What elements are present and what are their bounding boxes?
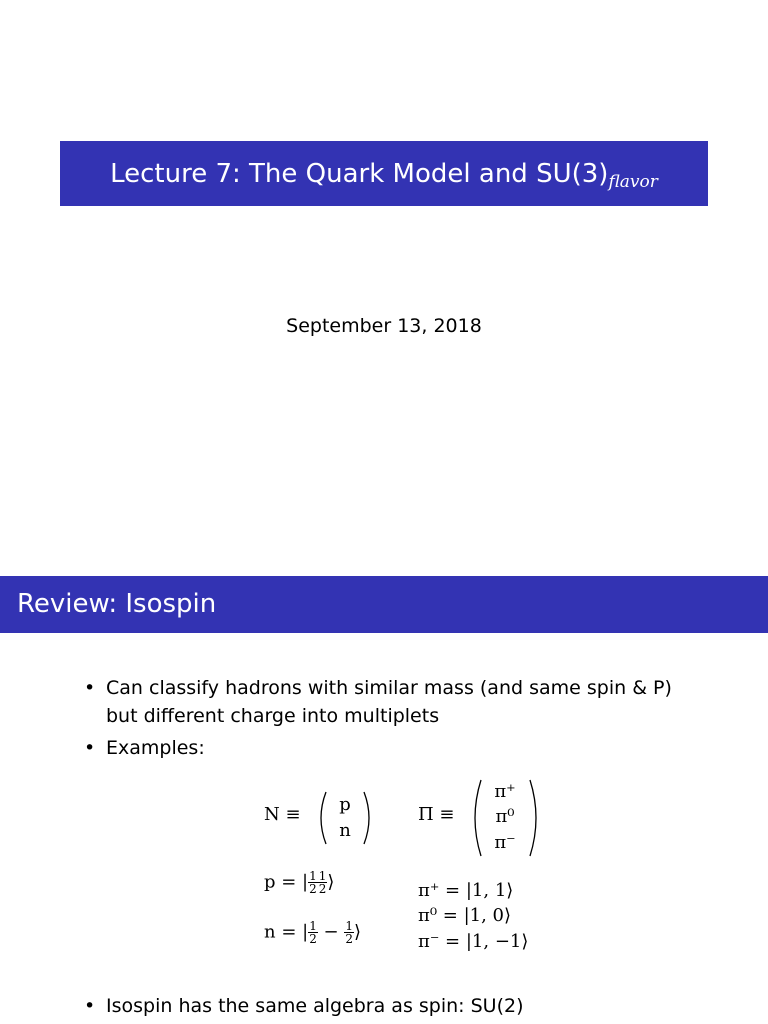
pion-zero-state: π⁰ = |1, 0⟩ [418, 905, 512, 926]
frac-num: 1 [309, 919, 317, 933]
bullet-text-line2: but different charge into multiplets [106, 705, 440, 727]
pion-plus-state: π⁺ = |1, 1⟩ [418, 880, 514, 901]
fraction-half [308, 870, 318, 895]
pion-lhs: Π ≡ [418, 804, 455, 825]
fraction-half [318, 870, 328, 895]
proton-state-lhs: p = | [264, 871, 309, 893]
lecture-title-bar [60, 141, 708, 206]
frame-heading: Review: Isospin [0, 576, 768, 633]
right-paren-icon [362, 790, 376, 846]
frac-den: 2 [309, 932, 317, 946]
bullet-text-line1: Can classify hadrons with similar mass (and same spin & P) [106, 677, 672, 699]
frac-den: 2 [318, 882, 327, 896]
frac-num: 1 [345, 919, 353, 933]
fraction-half [344, 920, 354, 945]
pion-top: π⁺ [494, 781, 516, 802]
nucleon-top: p [339, 794, 351, 815]
neutron-state-rhs: ⟩ [354, 921, 362, 943]
right-paren-icon [528, 778, 544, 858]
bullet-dot: • [84, 737, 96, 759]
nucleon-lhs: N ≡ [264, 804, 301, 825]
frac-den: 2 [309, 882, 317, 896]
nucleon-bottom: n [339, 820, 351, 841]
left-paren-icon [314, 790, 328, 846]
lecture-date: September 13, 2018 [286, 315, 482, 337]
lecture-title-subscript: flavor [608, 171, 658, 192]
pion-bottom: π⁻ [494, 832, 516, 853]
frac-den: 2 [345, 932, 353, 946]
proton-state-rhs: ⟩ [327, 871, 335, 893]
bullet-dot: • [84, 677, 96, 699]
pion-middle: π⁰ [495, 806, 515, 827]
frac-num: 1 [309, 869, 317, 883]
neutron-state-lhs: n = | [264, 921, 309, 943]
pion-minus-state: π⁻ = |1, −1⟩ [418, 931, 529, 952]
bullet-text: Examples: [106, 737, 205, 759]
neutron-state [264, 920, 361, 945]
frac-num: 1 [318, 869, 327, 883]
lecture-title: Lecture 7: The Quark Model and SU(3) [110, 158, 609, 189]
bullet-text: Isospin has the same algebra as spin: SU(2) [106, 995, 524, 1017]
neutron-state-minus: − [317, 921, 345, 943]
proton-state [264, 870, 334, 895]
fraction-half [308, 920, 318, 945]
bullet-dot: • [84, 995, 96, 1017]
left-paren-icon [467, 778, 483, 858]
